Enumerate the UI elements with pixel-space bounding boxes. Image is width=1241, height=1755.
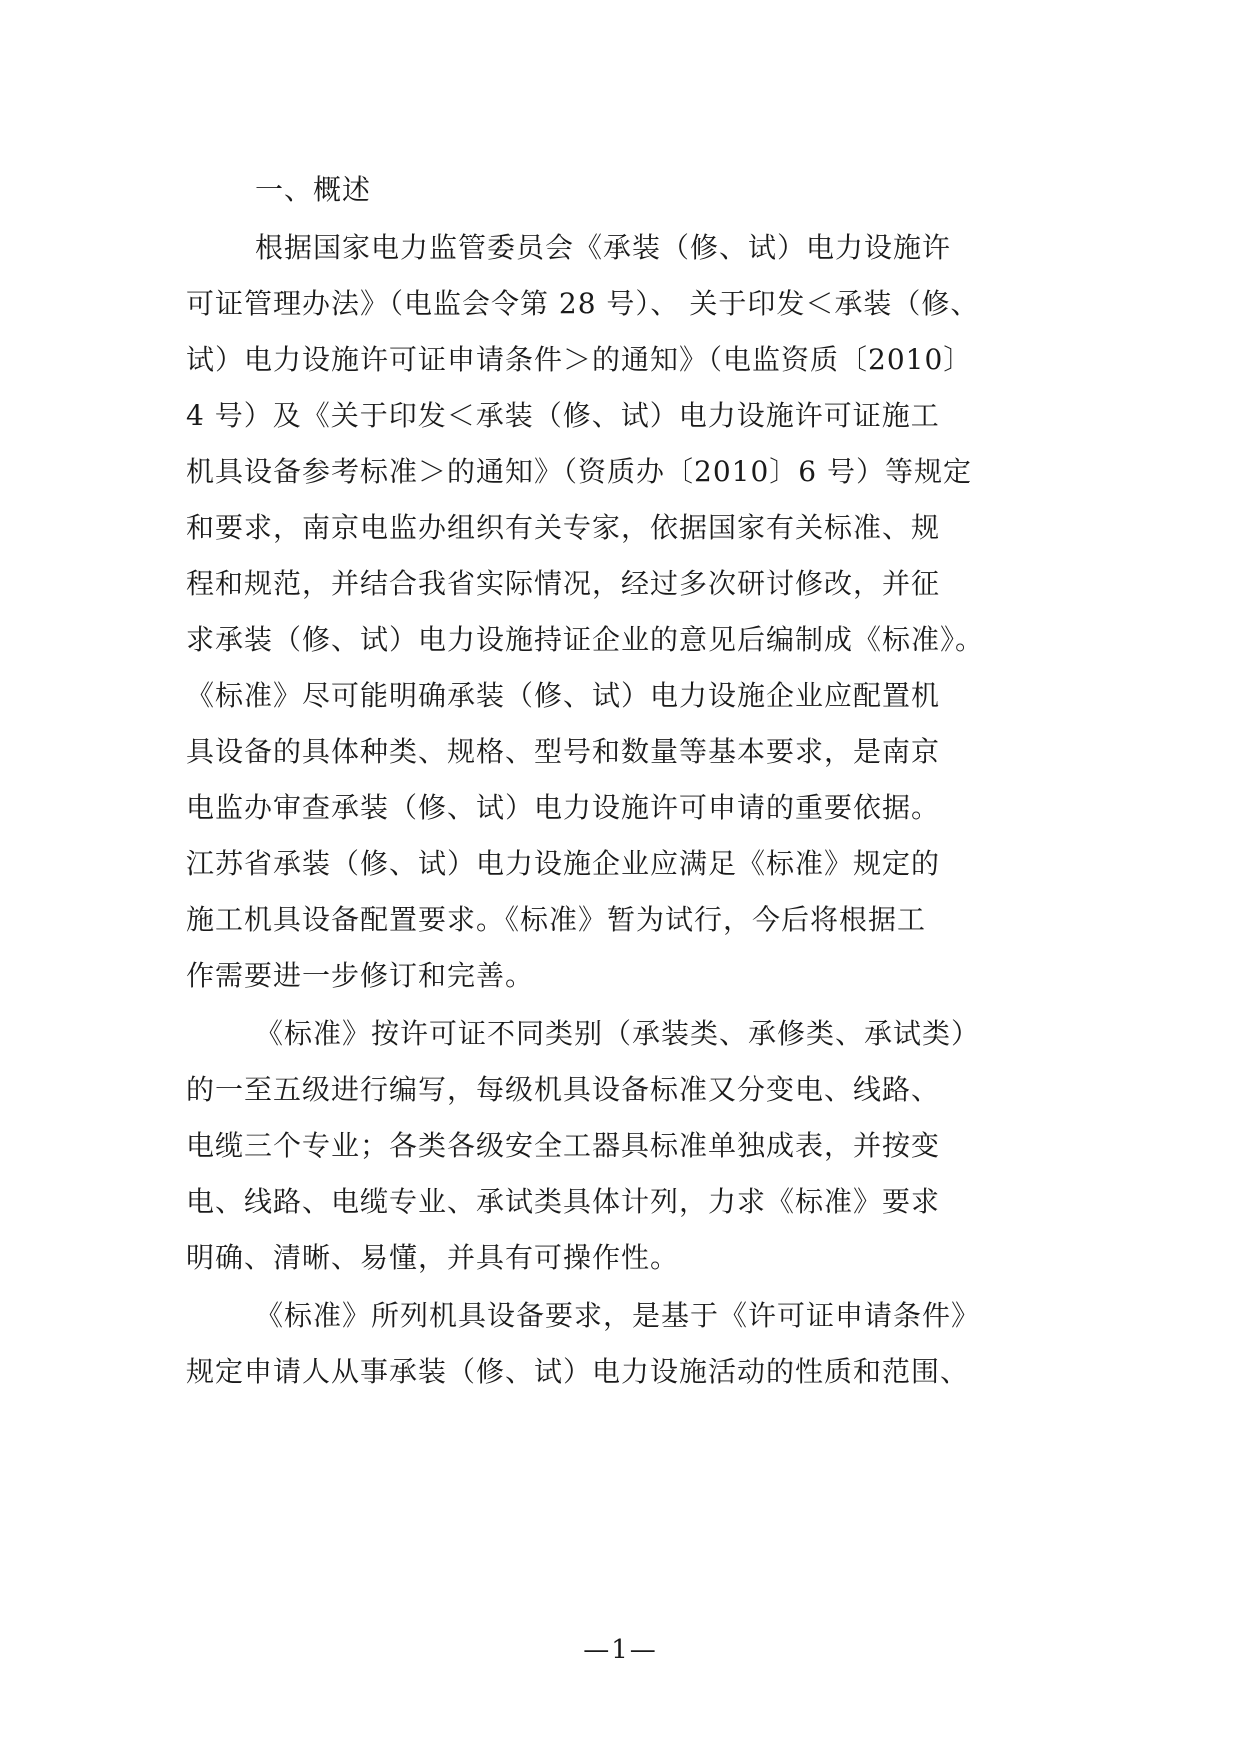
paragraph-line: 明确、清晰、易懂，并具有可操作性。 [186,1241,680,1274]
section-heading: 一、概述 [255,173,372,206]
paragraph-line: 和要求，南京电监办组织有关专家，依据国家有关标准、规 [186,511,941,544]
paragraph-line: 《标准》按许可证不同类别（承装类、承修类、承试类） [255,1017,981,1050]
paragraph-line: 《标准》尽可能明确承装（修、试）电力设施企业应配置机 [186,679,941,712]
paragraph-line: 电、线路、电缆专业、承试类具体计列，力求《标准》要求 [186,1185,941,1218]
paragraph-line: 电缆三个专业；各类各级安全工器具标准单独成表，并按变 [186,1129,941,1162]
paragraph-line: 规定申请人从事承装（修、试）电力设施活动的性质和范围、 [186,1355,970,1388]
paragraph-line: 江苏省承装（修、试）电力设施企业应满足《标准》规定的 [186,847,941,880]
paragraph-line: 可证管理办法》（电监会令第 28 号）、 关于印发＜承装（修、 [186,287,980,320]
paragraph-line: 作需要进一步修订和完善。 [186,959,535,992]
paragraph-line: 根据国家电力监管委员会《承装（修、试）电力设施许 [255,231,952,264]
paragraph-line: 程和规范，并结合我省实际情况，经过多次研讨修改，并征 [186,567,941,600]
paragraph-line: 《标准》所列机具设备要求，是基于《许可证申请条件》 [255,1299,981,1332]
paragraph-line: 机具设备参考标准＞的通知》（资质办〔2010〕6 号）等规定 [186,455,972,488]
paragraph-line: 试）电力设施许可证申请条件＞的通知》（电监资质〔2010〕 [186,343,973,376]
paragraph-line: 求承装（修、试）电力设施持证企业的意见后编制成《标准》。 [186,623,985,656]
paragraph-line: 具设备的具体种类、规格、型号和数量等基本要求，是南京 [186,735,941,768]
paragraph-line: 电监办审查承装（修、试）电力设施许可申请的重要依据。 [186,791,941,824]
paragraph-line: 施工机具设备配置要求。《标准》暂为试行，今后将根据工 [186,903,927,936]
paragraph-line: 4 号）及《关于印发＜承装（修、试）电力设施许可证施工 [186,399,940,432]
paragraph-line: 的一至五级进行编写，每级机具设备标准又分变电、线路、 [186,1073,941,1106]
page-number: —1— [583,1635,658,1665]
